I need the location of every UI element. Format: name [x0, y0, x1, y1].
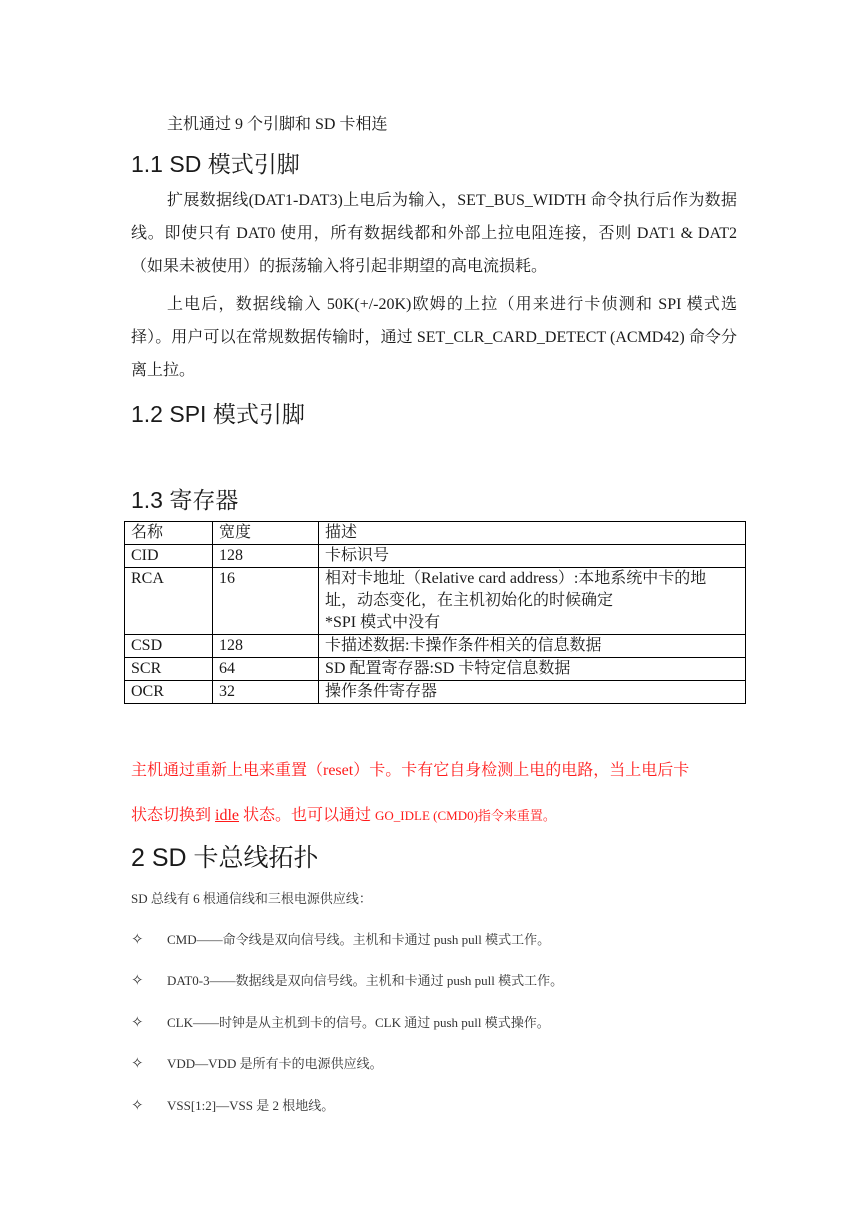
table-row	[125, 658, 746, 681]
diamond-bullet-icon: ✧	[131, 932, 144, 948]
desc-line: 卡描述数据:卡操作条件相关的信息数据	[325, 637, 602, 654]
list-item-text: CLK——时钟是从主机到卡的信号。CLK 通过 push pull 模式操作。	[167, 1015, 550, 1030]
section-2-title: 2 SD 卡总线拓扑	[131, 844, 319, 872]
register-table	[124, 521, 746, 704]
list-item-text: VDD—VDD 是所有卡的电源供应线。	[167, 1056, 383, 1071]
cell-name: OCR	[125, 681, 213, 704]
section-2-intro: SD 总线有 6 根通信线和三根电源供应线：	[131, 891, 372, 906]
desc-line: 操作条件寄存器	[325, 683, 438, 700]
header-name: 名称	[125, 522, 213, 545]
diamond-bullet-icon: ✧	[131, 1015, 144, 1031]
list-item	[131, 1012, 550, 1032]
section-1-1-para2: 上电后，数据线输入 50K(+/-20K)欧姆的上拉（用来进行卡侦测和 SPI 模式选择）。用户可以在常规数据传输时，通过 SET_CLR_CARD_DETECT (ACMD42) 命令分离上拉。	[131, 296, 737, 379]
cell-desc	[319, 545, 746, 568]
list-item	[131, 1095, 334, 1115]
reset-note-small: GO_IDLE (CMD0)指令来重置。	[375, 808, 556, 823]
header-width: 宽度	[213, 522, 319, 545]
cell-width: 16	[213, 568, 319, 635]
desc-line: 址，动态变化，在主机初始化的时候确定	[325, 592, 614, 609]
cell-desc	[319, 635, 746, 658]
diamond-bullet-icon: ✧	[131, 1098, 144, 1114]
list-item-text: DAT0-3——数据线是双向信号线。主机和卡通过 push pull 模式工作。	[167, 973, 564, 988]
list-item-text: CMD——命令线是双向信号线。主机和卡通过 push pull 模式工作。	[167, 932, 551, 947]
diamond-bullet-icon: ✧	[131, 1056, 144, 1072]
cell-name: SCR	[125, 658, 213, 681]
cell-width: 64	[213, 658, 319, 681]
reset-note	[131, 748, 739, 838]
table-header-row	[125, 522, 746, 545]
desc-line: 相对卡地址（Relative card address）:本地系统中卡的地	[325, 570, 707, 587]
section-1-2-title: 1.2 SPI 模式引脚	[131, 401, 305, 427]
list-item	[131, 929, 550, 949]
cell-desc	[319, 658, 746, 681]
section-1-1-para1: 扩展数据线(DAT1-DAT3)上电后为输入，SET_BUS_WIDTH 命令执行后作为数据线。即使只有 DAT0 使用，所有数据线都和外部上拉电阻连接，否则 DAT1 & DAT2（如果未被使用）的振荡输入将引起非期望的高电流损耗。	[131, 192, 737, 275]
list-item	[131, 970, 563, 990]
reset-note-line1: 主机通过重新上电来重置（reset）卡。卡有它自身检测上电的电路，当上电后卡	[131, 762, 690, 779]
reset-note-line2	[131, 793, 739, 838]
cell-name: CID	[125, 545, 213, 568]
list-item-text: VSS[1:2]—VSS 是 2 根地线。	[167, 1098, 335, 1113]
section-1-1-title: 1.1 SD 模式引脚	[131, 151, 300, 177]
cell-desc	[319, 568, 746, 635]
cell-width: 32	[213, 681, 319, 704]
cell-name: CSD	[125, 635, 213, 658]
section-1-3-title: 1.3 寄存器	[131, 487, 239, 513]
desc-line: 卡标识号	[325, 547, 390, 564]
reset-note-text: 状态。也可以通过	[239, 807, 376, 824]
desc-line: SD 配置寄存器:SD 卡特定信息数据	[325, 660, 571, 677]
table-row	[125, 635, 746, 658]
table-row	[125, 545, 746, 568]
header-desc: 描述	[319, 522, 746, 545]
table-row	[125, 568, 746, 635]
list-item	[131, 1053, 383, 1073]
desc-line: *SPI 模式中没有	[325, 614, 441, 631]
reset-note-text: 状态切换到	[131, 807, 216, 824]
cell-name: RCA	[125, 568, 213, 635]
cell-width: 128	[213, 545, 319, 568]
cell-width: 128	[213, 635, 319, 658]
intro-text: 主机通过 9 个引脚和 SD 卡相连	[167, 116, 388, 133]
table-row	[125, 681, 746, 704]
cell-desc	[319, 681, 746, 704]
idle-link[interactable]: idle	[215, 807, 240, 824]
diamond-bullet-icon: ✧	[131, 973, 144, 989]
